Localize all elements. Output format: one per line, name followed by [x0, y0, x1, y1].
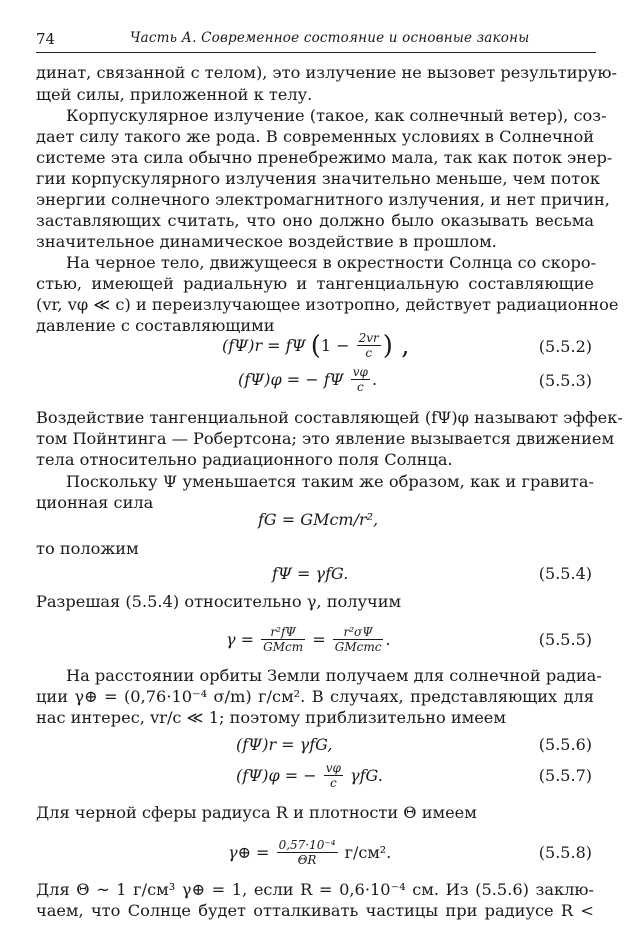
text-line: дает силу такого же рода. В современных условиях в Солнечной — [36, 127, 594, 146]
equation-number: (5.5.3) — [538, 371, 592, 390]
text-line: Воздействие тангенциальной составляющей (fΨ)φ называют эффек- — [36, 408, 623, 427]
text-line: давление с составляющими — [36, 316, 275, 335]
text-line: чаем, что Солнце будет отталкивать частицы при радиусе R < — [36, 901, 594, 920]
equation-number: (5.5.2) — [538, 337, 592, 356]
text-line: стью, имеющей радиальную и тангенциальную составляющие — [36, 274, 594, 293]
equation-number: (5.5.8) — [538, 843, 592, 862]
text-line: тела относительно радиационного поля Солнца. — [36, 450, 453, 469]
text-line: энергии солнечного электромагнитного излучения, и нет причин, — [36, 190, 610, 209]
text-line: гии корпускулярного излучения значительно меньше, чем поток — [36, 169, 600, 188]
equation-5-5-6: (fΨ)r = γfG, — [236, 735, 333, 754]
equation-5-5-4: fΨ = γfG. — [272, 564, 349, 583]
equation-5-5-7: (fΨ)φ = − $\frac{v\varphi}{c}$ γfG. — [236, 761, 383, 790]
page-number: 74 — [36, 30, 56, 48]
equation-5-5-2: (fΨ)r = fΨ ( 1 − $\frac{2vr}{c}$ ) , — [222, 331, 410, 361]
equation-5-5-8: γ⊕ = $\frac{\text{0,57·10⁻⁴}}{\Theta R}$ г/см². — [228, 838, 392, 867]
text-line: то положим — [36, 539, 139, 558]
text-line: Корпускулярное излучение (такое, как солнечный ветер), соз- — [66, 106, 607, 125]
text-line: системе эта сила обычно пренебрежимо мала, так как поток энер- — [36, 148, 613, 167]
text-line: ции γ⊕ = (0,76·10⁻⁴ σ/m) г/см². В случаях, представляющих для — [36, 687, 594, 706]
equation-fg: fG = GMcm/r², — [258, 510, 379, 529]
text-line: ционная сила — [36, 493, 154, 512]
text-line: заставляющих считать, что оно должно было оказывать весьма — [36, 211, 594, 230]
text-line: значительное динамическое воздействие в прошлом. — [36, 232, 497, 251]
text-line: На расстоянии орбиты Земли получаем для солнечной радиа- — [66, 666, 602, 685]
text-line: Поскольку Ψ уменьшается таким же образом, как и гравита- — [66, 472, 594, 491]
text-line: том Пойнтинга — Робертсона; это явление вызывается движением — [36, 429, 615, 448]
text-line: Для Θ ∼ 1 г/см³ γ⊕ = 1, если R = 0,6·10⁻⁴ см. Из (5.5.6) заклю- — [36, 880, 594, 899]
text-line: Разрешая (5.5.4) относительно γ, получим — [36, 592, 402, 611]
equation-number: (5.5.4) — [538, 564, 592, 583]
running-title: Часть А. Современное состояние и основные законы — [130, 30, 530, 46]
equation-5-5-5: γ = $\frac{\text{r²fΨ}}{\text{GMcm}}$ = $\frac{\text{r²σΨ}}{\text{GMcmc}}$ . — [226, 625, 391, 654]
equation-number: (5.5.6) — [538, 735, 592, 754]
text-line: нас интерес, vr/c ≪ 1; поэтому приблизительно имеем — [36, 708, 506, 727]
equation-number: (5.5.5) — [538, 630, 592, 649]
text-line: На черное тело, движущееся в окрестности Солнца со скоро- — [66, 253, 597, 272]
text-line: щей силы, приложенной к телу. — [36, 85, 313, 104]
text-line: Для черной сферы радиуса R и плотности Θ имеем — [36, 803, 477, 822]
text-line: динат, связанной с телом), это излучение не вызовет результирую- — [36, 63, 617, 82]
text-line: (vr, vφ ≪ c) и переизлучающее изотропно, действует радиационное — [36, 295, 619, 314]
equation-number: (5.5.7) — [538, 766, 592, 785]
header-rule — [36, 52, 596, 53]
equation-5-5-3: (fΨ)φ = − fΨ $\frac{v\varphi}{c}$ . — [238, 365, 378, 394]
